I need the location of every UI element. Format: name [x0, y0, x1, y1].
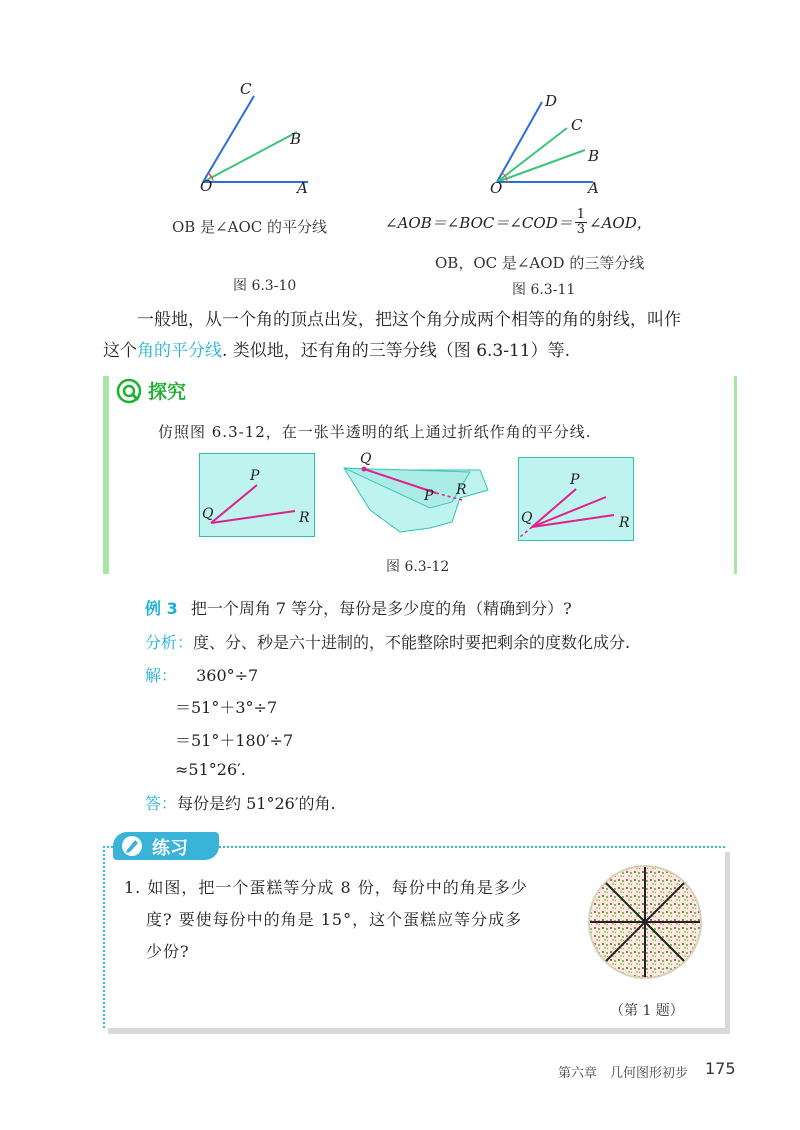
figure-11-caption: OB，OC 是∠AOD 的三等分线 — [435, 254, 645, 272]
fraction — [575, 208, 587, 237]
panel-3-rays — [510, 457, 634, 541]
solution-step-2: ＝51°＋3°÷7 — [175, 698, 278, 717]
point-o2-label: O — [490, 179, 503, 197]
fraction-denominator: 3 — [576, 222, 586, 237]
figure-10-label: 图 6.3-10 — [233, 278, 297, 294]
figure-11-equation — [385, 208, 652, 237]
point-a2-label: A — [588, 179, 599, 197]
solution-step-1: 360°÷7 — [196, 666, 259, 685]
page-number: 175 — [705, 1059, 736, 1078]
definition-pre: 这个 — [103, 341, 137, 361]
q1-line1: 1. 如图，把一个蛋糕等分成 8 份，每份中的角是多少 — [124, 878, 528, 897]
solution-line-1 — [145, 663, 258, 686]
practice-title: 练习 — [152, 838, 188, 859]
definition-post: . 类似地，还有角的三等分线（图 6.3-11）等. — [222, 341, 571, 361]
definition-term: 角的平分线 — [137, 341, 222, 361]
q1-line2: 度? 要使每份中的角是 15°，这个蛋糕应等分成多 — [146, 910, 523, 929]
equation-left: ∠AOB＝∠BOC＝∠COD＝ — [385, 214, 573, 232]
point-c-label: C — [240, 80, 252, 98]
fraction-numerator: 1 — [576, 207, 586, 222]
point-o-label: O — [200, 177, 213, 195]
panel-2-q: Q — [360, 451, 372, 467]
solution-step-3: ＝51°＋180′÷7 — [175, 731, 294, 750]
point-d-label: D — [545, 92, 558, 110]
figure-10-caption: OB 是∠AOC 的平分线 — [172, 218, 328, 236]
example-analysis — [145, 630, 630, 653]
panel-1-q: Q — [202, 506, 214, 522]
answer-label: 答： — [145, 794, 178, 813]
panel-1-rays — [199, 453, 315, 537]
explore-instruction: 仿照图 6.3-12，在一张半透明的纸上通过折纸作角的平分线. — [158, 423, 592, 441]
point-b-label: B — [290, 130, 302, 148]
equation-right: ∠AOD， — [589, 214, 652, 232]
panel-1-r: R — [299, 510, 310, 526]
example-question — [145, 596, 572, 619]
pencil-icon — [120, 834, 146, 858]
example-label: 例 3 — [145, 599, 178, 618]
explore-icon — [116, 378, 142, 404]
example-question-text: 把一个周角 7 等分，每份是多少度的角（精确到分）? — [190, 599, 572, 618]
point-b2-label: B — [588, 147, 600, 165]
panel-1-p: P — [250, 468, 260, 484]
example-answer — [145, 791, 336, 814]
panel-3-r: R — [619, 515, 630, 531]
answer-text: 每份是约 51°26′的角. — [177, 794, 336, 813]
definition-paragraph — [103, 305, 743, 367]
panel-3-p: P — [570, 472, 580, 488]
point-c2-label: C — [571, 116, 583, 134]
cake-image — [585, 862, 705, 982]
analysis-text: 度、分、秒是六十进制的，不能整除时要把剩余的度数化成分. — [193, 633, 631, 652]
analysis-label: 分析： — [145, 633, 194, 652]
solution-label: 解： — [145, 666, 178, 685]
footer-chapter: 第六章 几何图形初步 — [558, 1066, 689, 1081]
solution-step-4: ≈51°26′. — [175, 760, 246, 779]
point-a-label: A — [297, 179, 308, 197]
q1-line3: 少份? — [146, 942, 190, 961]
cake-caption: （第 1 题） — [610, 1003, 684, 1019]
panel-3-q: Q — [521, 510, 533, 526]
panel-2-p: P — [424, 488, 434, 504]
figure-11-label: 图 6.3-11 — [512, 282, 576, 298]
explore-title: 探究 — [148, 381, 187, 403]
panel-2-r: R — [456, 482, 467, 498]
figure-12-label: 图 6.3-12 — [386, 559, 450, 575]
definition-line1: 一般地，从一个角的顶点出发，把这个角分成两个相等的角的射线，叫作 — [137, 310, 681, 330]
